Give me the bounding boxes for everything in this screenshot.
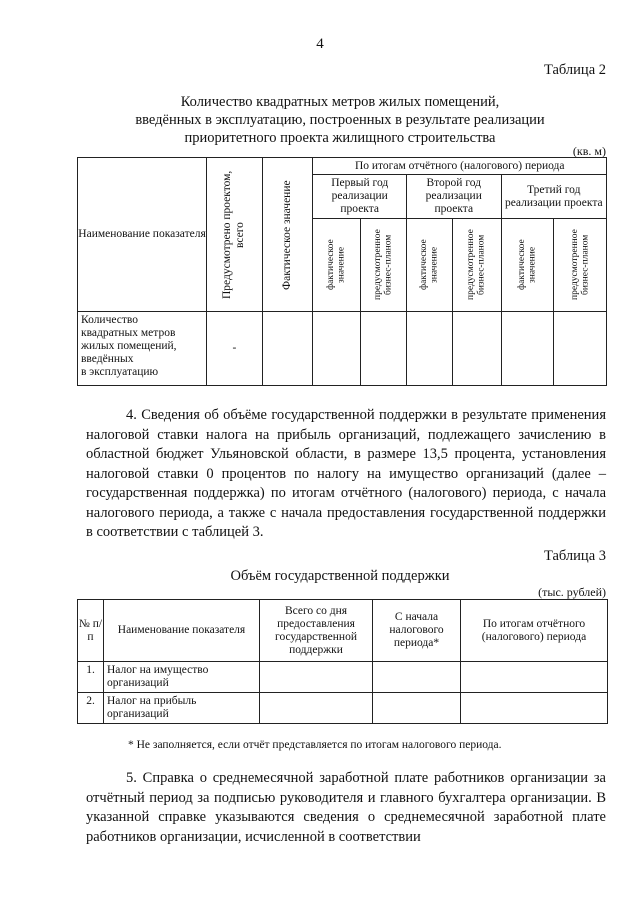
table3-row-num: 1. — [78, 662, 104, 693]
table2-header-planned: Предусмотрено проектом, всего — [207, 158, 263, 312]
table2-row-planned: - — [207, 312, 263, 386]
table3-header-num: № п/п — [78, 600, 104, 662]
table3-row-name: Налог на имущество организаций — [104, 662, 260, 693]
table2 — [77, 157, 607, 386]
table2-cell — [554, 312, 607, 386]
table2-row-label: Количество квадратных метров жилых помещений, введённых в эксплуатацию — [78, 312, 207, 386]
table2-label: Таблица 2 — [543, 62, 606, 78]
table3 — [77, 599, 608, 724]
table2-sub-actual-1: фактическое значение — [313, 219, 360, 312]
table2-cell — [313, 312, 360, 386]
table2-sub-actual-3: фактическое значение — [501, 219, 554, 312]
table3-row-num: 2. — [78, 693, 104, 724]
paragraph-5: 5. Справка о среднемесячной заработной плате работников организации за отчётный период за подписью руководителя и главного бухгалтера организации. В указанной справке указываются сведения о среднемесячной заработной плате работников организации, исчисленной в соответствии — [86, 770, 606, 845]
table2-header-period: По итогам отчётного (налогового) периода — [313, 158, 607, 175]
paragraph-4: 4. Сведения об объёме государственной поддержки в результате применения налоговой ставки налога на прибыль организаций, подлежащего зачислению в областной бюджет Ульяновской области, в размере 13,5 процента, установления налоговой ставки 0 процентов по налогу на имущество организаций (далее – государственная поддержка) по итогам отчётного (налогового) периода, с начала налогового периода, а также с начала предоставления государственной поддержки в соответствии с таблицей 3. — [86, 407, 606, 540]
table3-cell — [461, 662, 608, 693]
table2-sub-actual-2: фактическое значение — [406, 219, 452, 312]
table2-title-line-3: приоритетного проекта жилищного строительства — [184, 130, 496, 146]
table2-title-line-2: введённых в эксплуатацию, построенных в результате реализации — [135, 112, 545, 128]
table3-header-total: Всего со дня предоставления государственной поддержки — [260, 600, 373, 662]
table3-title: Объём государственной поддержки — [230, 568, 450, 584]
footnote: * Не заполняется, если отчёт представляется по итогам налогового периода. — [128, 739, 502, 751]
table3-cell — [260, 693, 373, 724]
table2-title-line-1: Количество квадратных метров жилых помещений, — [180, 94, 500, 110]
table2-sub-plan-3: предусмотренное бизнес-планом — [554, 219, 607, 312]
table3-unit: (тыс. рублей) — [538, 585, 606, 599]
table3-cell — [461, 693, 608, 724]
table2-cell — [262, 312, 313, 386]
table2-sub-plan-1: предусмотренное бизнес-планом — [360, 219, 406, 312]
table2-cell — [360, 312, 406, 386]
table2-header-year-2: Второй год реализации проекта — [406, 175, 501, 219]
table3-header-period: По итогам отчётного (налогового) периода — [461, 600, 608, 662]
table2-unit: (кв. м) — [572, 144, 606, 158]
table3-header-name: Наименование показателя — [104, 600, 260, 662]
table2-title — [60, 93, 620, 147]
table2-header-actual: Фактическое значение — [262, 158, 313, 312]
table2-sub-plan-2: предусмотренное бизнес-планом — [453, 219, 501, 312]
table2-header-name: Наименование показателя — [78, 158, 207, 312]
table3-cell — [373, 662, 461, 693]
table2-cell — [501, 312, 554, 386]
table2-cell — [453, 312, 501, 386]
table2-cell — [406, 312, 452, 386]
table2-header-year-1: Первый год реализации проекта — [313, 175, 407, 219]
table3-row-name: Налог на прибыль организаций — [104, 693, 260, 724]
table2-header-year-3: Третий год реализации проекта — [501, 175, 606, 219]
table3-header-since-start: С начала налогового периода* — [373, 600, 461, 662]
table3-cell — [260, 662, 373, 693]
table3-cell — [373, 693, 461, 724]
table3-label: Таблица 3 — [543, 548, 606, 564]
page-number: 4 — [316, 36, 324, 52]
